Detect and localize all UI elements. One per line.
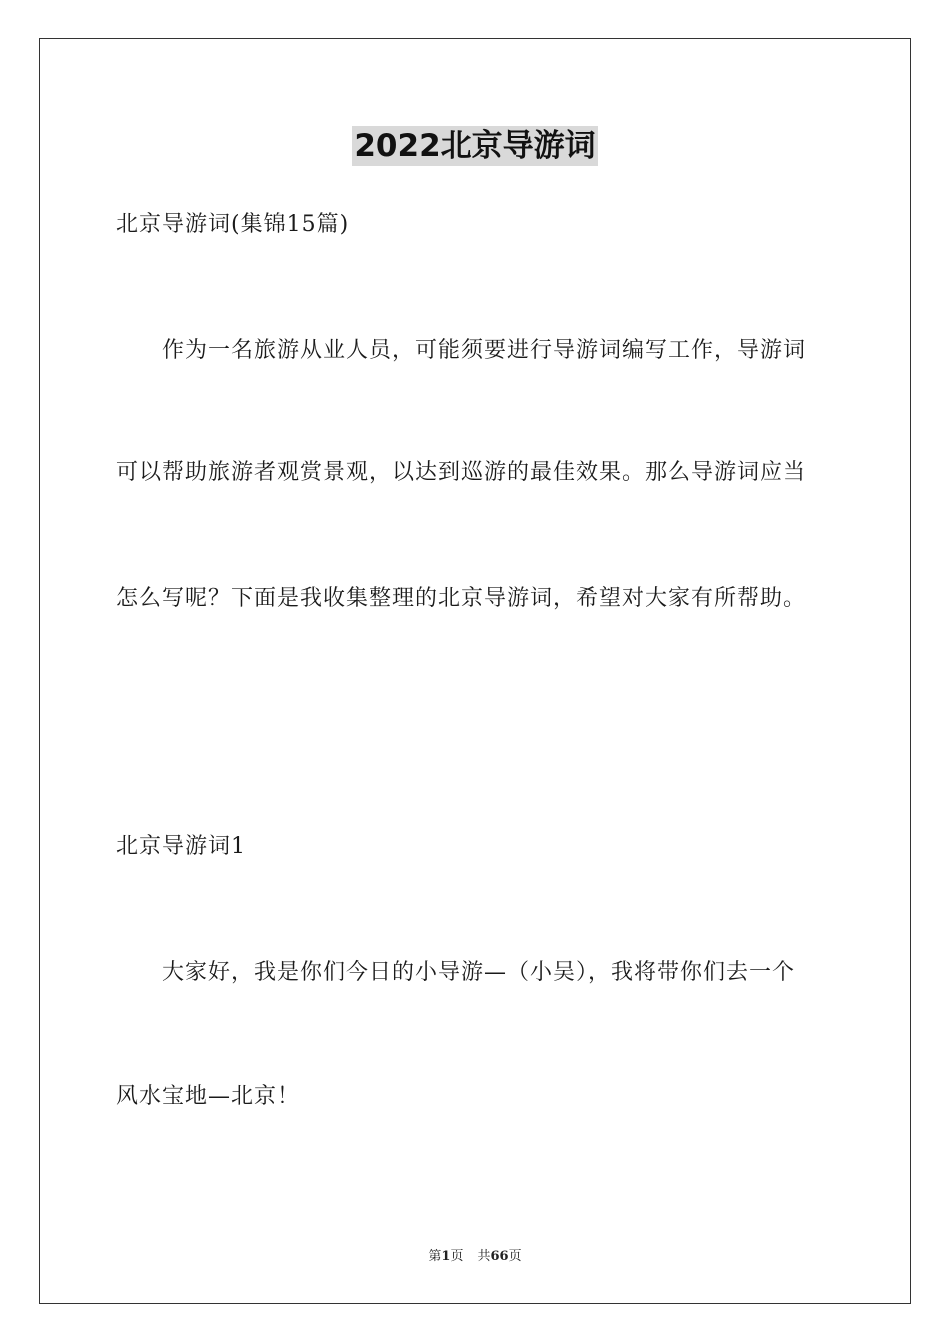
page-number: 1	[441, 1249, 451, 1264]
page-suffix: 页	[450, 1249, 464, 1264]
intro-line-2: 可以帮助旅游者观赏景观，以达到巡游的最佳效果。那么导游词应当	[116, 460, 807, 485]
section-line-1: 大家好，我是你们今日的小导游—（小吴），我将带你们去一个	[162, 960, 796, 985]
total-pages: 66	[490, 1249, 509, 1264]
total-suffix: 页	[508, 1249, 522, 1264]
total-prefix: 共	[477, 1249, 491, 1264]
intro-line-1: 作为一名旅游从业人员，可能须要进行导游词编写工作，导游词	[162, 338, 807, 363]
section-line-2: 风水宝地—北京！	[116, 1084, 301, 1109]
page-prefix: 第	[428, 1249, 442, 1264]
section-heading: 北京导游词1	[116, 834, 246, 859]
document-title: 2022北京导游词	[354, 128, 596, 164]
title-container	[0, 126, 950, 166]
document-subtitle: 北京导游词(集锦15篇)	[116, 212, 350, 237]
page-footer	[0, 1248, 950, 1266]
intro-line-3: 怎么写呢？下面是我收集整理的北京导游词，希望对大家有所帮助。	[116, 586, 807, 611]
